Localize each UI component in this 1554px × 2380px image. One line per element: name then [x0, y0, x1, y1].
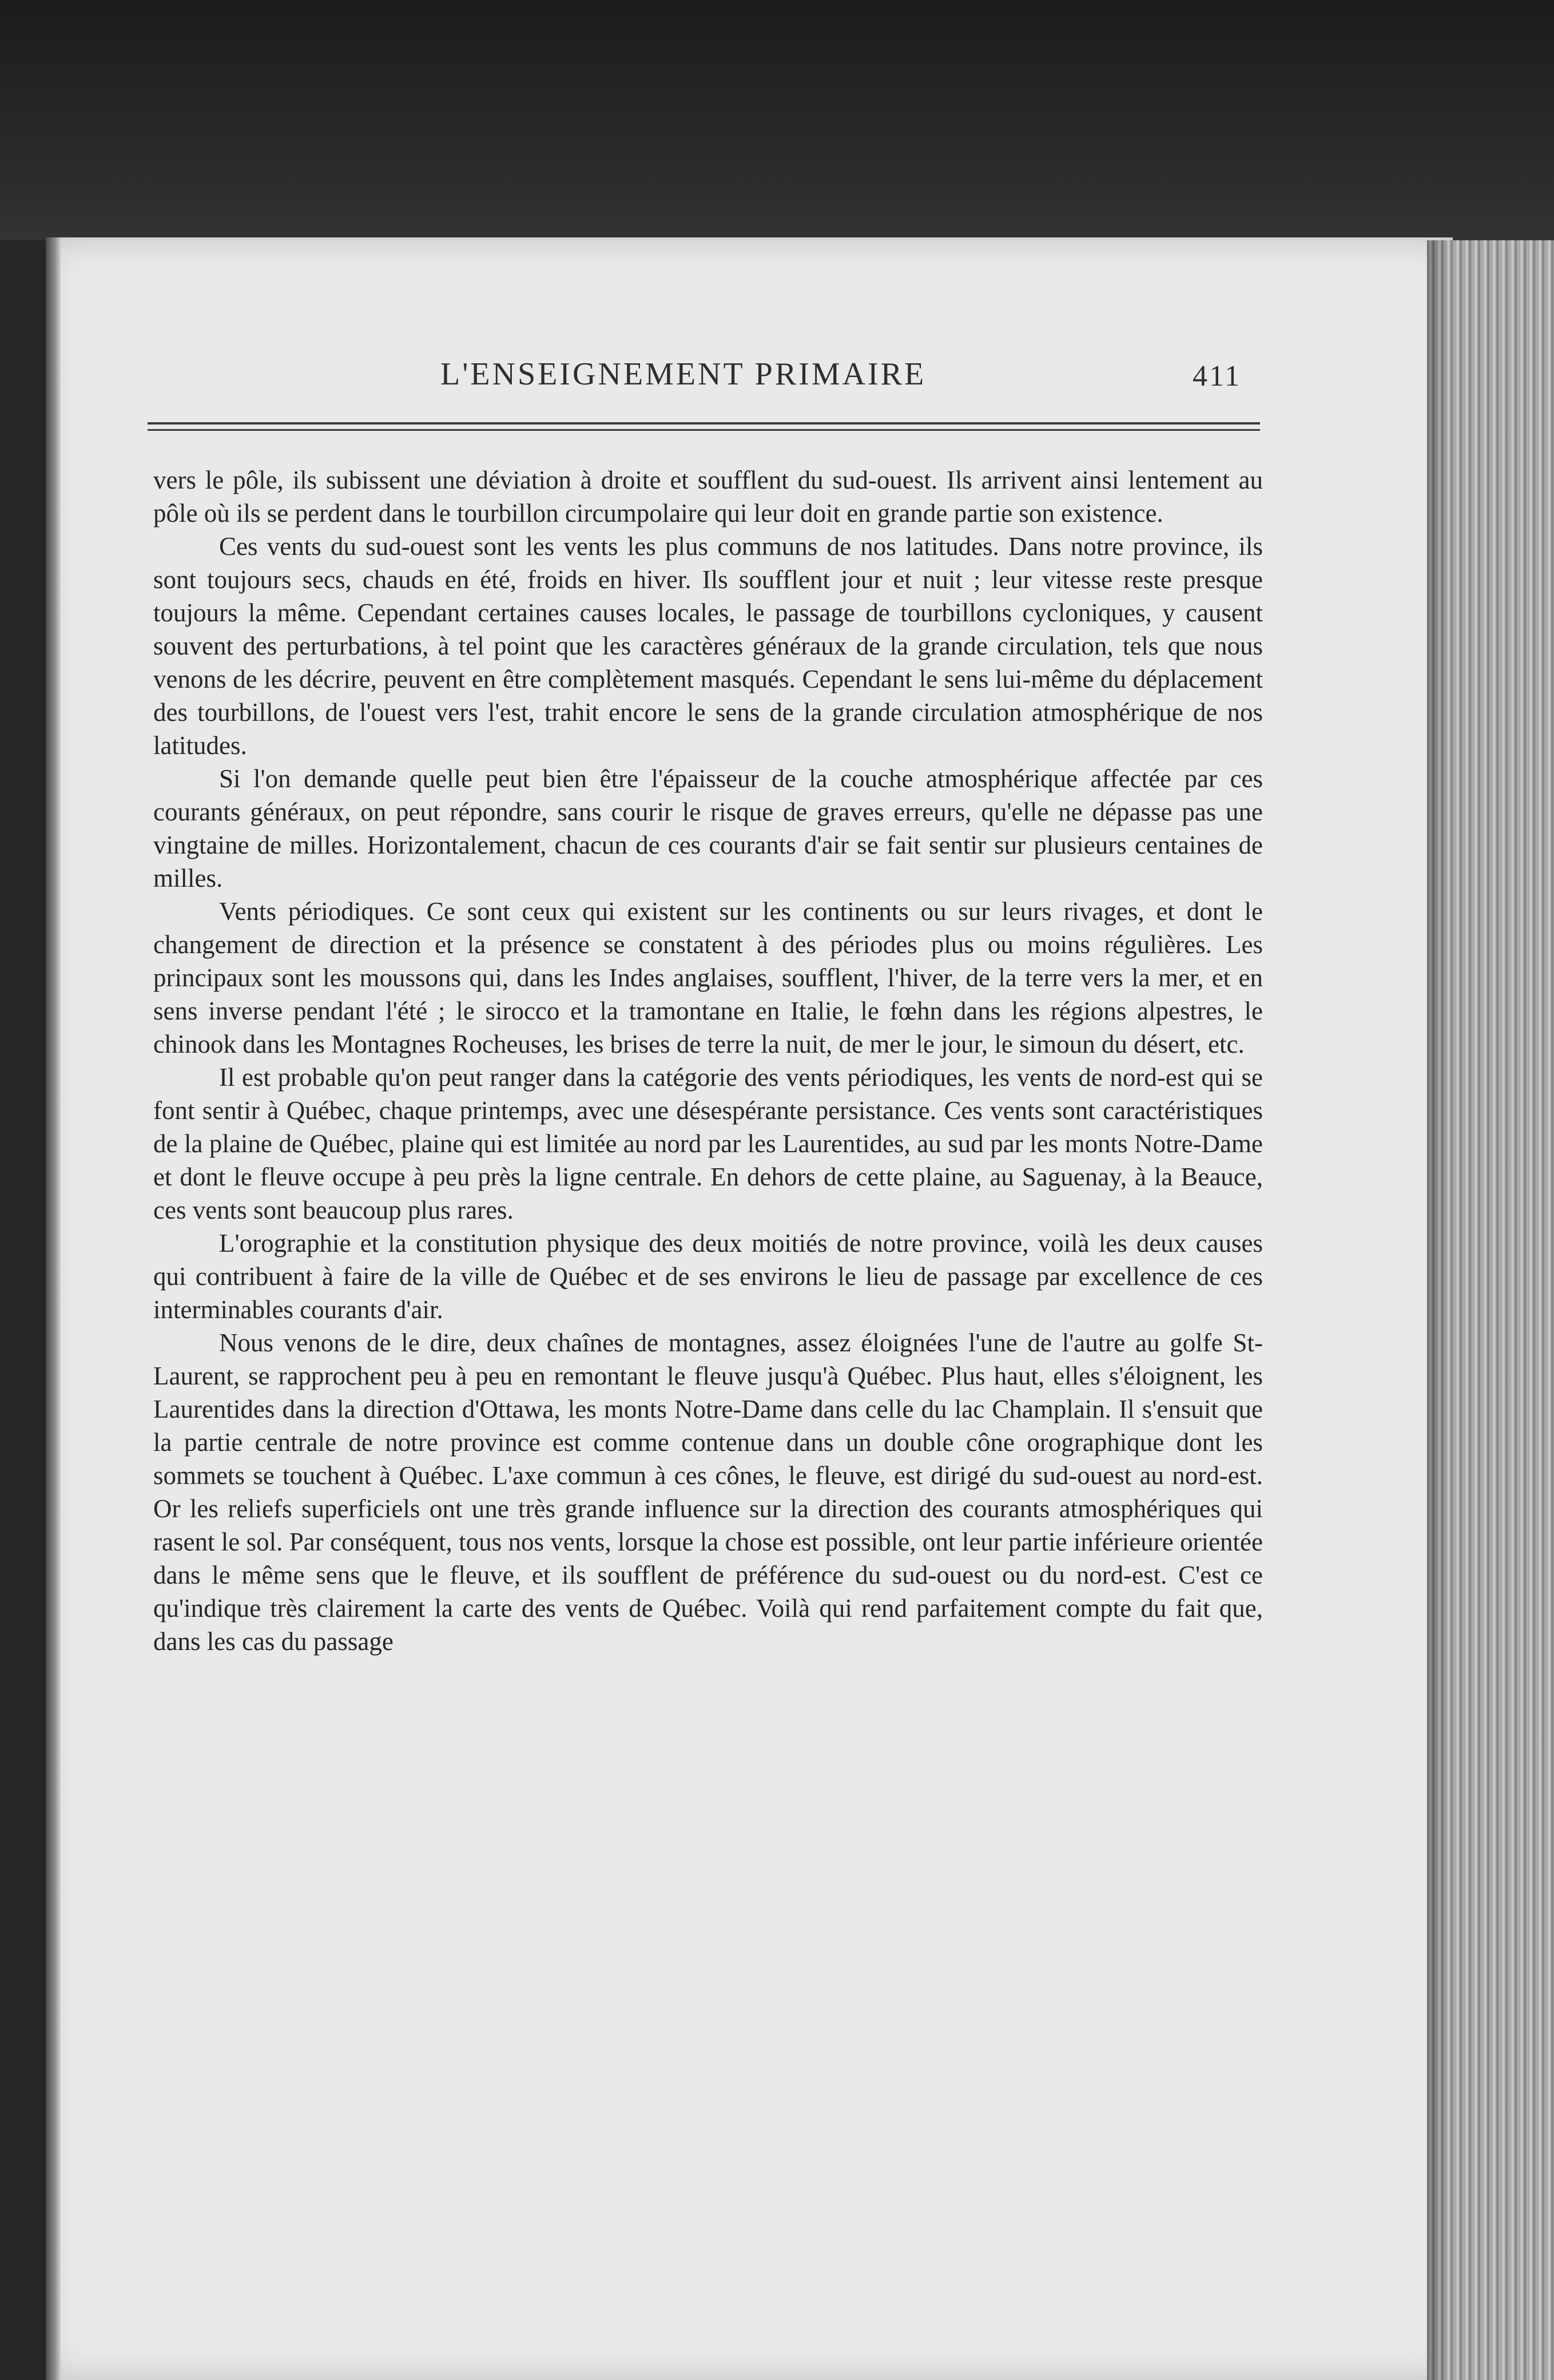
body-text	[153, 463, 1263, 1658]
paragraph: Il est probable qu'on peut ranger dans la catégorie des vents périodiques, les vents de nord-est qui se font sentir à Québec, chaque printemps, avec une désespérante persistance. Ces vents sont caractéristiques de la plaine de Québec, plaine qui est limitée au nord par les Laurentides, au sud par les monts Notre-Dame et dont le fleuve occupe à peu près la ligne centrale. En dehors de cette plaine, au Saguenay, à la Beauce, ces vents sont beaucoup plus rares.	[153, 1063, 1263, 1224]
page-number: 411	[1193, 360, 1242, 392]
scan-background-top	[0, 0, 1554, 240]
header-rule-top	[148, 422, 1260, 425]
paragraph: Nous venons de le dire, deux chaînes de montagnes, assez éloignées l'une de l'autre au golfe St-Laurent, se rapprochent peu à peu en remontant le fleuve jusqu'à Québec. Plus haut, elles s'éloignent, les Laurentides dans la direction d'Ottawa, les monts Notre-Dame dans celle du lac Champlain. Il s'ensuit que la partie centrale de notre province est comme contenue dans un double cône orographique dont les sommets se touchent à Québec. L'axe commun à ces cônes, le fleuve, est dirigé du sud-ouest au nord-est. Or les reliefs superficiels ont une très grande influence sur la direction des courants atmosphériques qui rasent le sol. Par conséquent, tous nos vents, lorsque la chose est possible, ont leur partie inférieure orientée dans le même sens que le fleuve, et ils soufflent de préférence du sud-ouest ou du nord-est. C'est ce qu'indique très clairement la carte des vents de Québec. Voilà qui rend parfaitement compte du fait que, dans les cas du passage	[153, 1328, 1263, 1656]
running-head: L'ENSEIGNEMENT PRIMAIRE	[440, 356, 927, 392]
paragraph: L'orographie et la constitution physique des deux moitiés de notre province, voilà les deux causes qui contribuent à faire de la ville de Québec et de ses environs le lieu de passage par excellence de ces interminables courants d'air.	[153, 1229, 1263, 1324]
page-left-edge	[46, 237, 61, 2380]
paragraph: Ces vents du sud-ouest sont les vents les plus communs de nos latitudes. Dans notre province, ils sont toujours secs, chauds en été, froids en hiver. Ils soufflent jour et nuit ; leur vitesse reste presque toujours la même. Cependant certaines causes locales, le passage de tourbillons cycloniques, y causent souvent des perturbations, à tel point que les caractères généraux de la grande circulation, tels que nous venons de les décrire, peuvent en être complètement masqués. Cependant le sens lui-même du déplacement des tourbillons, de l'ouest vers l'est, trahit encore le sens de la grande circulation atmosphérique de nos latitudes.	[153, 532, 1263, 760]
paragraph: Vents périodiques. Ce sont ceux qui existent sur les continents ou sur leurs rivages, et dont le changement de direction et la présence se constatent à des périodes plus ou moins régulières. Les principaux sont les moussons qui, dans les Indes anglaises, soufflent, l'hiver, de la terre vers la mer, et en sens inverse pendant l'été ; le sirocco et la tramontane en Italie, le fœhn dans les régions alpestres, le chinook dans les Montagnes Rocheuses, les brises de terre la nuit, de mer le jour, le simoun du désert, etc.	[153, 897, 1263, 1058]
page-gutter-shadow	[1427, 240, 1450, 2380]
header-rule-bottom	[148, 429, 1260, 431]
paragraph: vers le pôle, ils subissent une déviation à droite et soufflent du sud-ouest. Ils arrivent ainsi lentement au pôle où ils se perdent dans le tourbillon circumpolaire qui leur doit en grande partie son existence.	[153, 466, 1263, 527]
paragraph: Si l'on demande quelle peut bien être l'épaisseur de la couche atmosphérique affectée par ces courants généraux, on peut répondre, sans courir le risque de graves erreurs, qu'elle ne dépasse pas une vingtaine de milles. Horizontalement, chacun de ces courants d'air se fait sentir sur plusieurs centaines de milles.	[153, 764, 1263, 892]
